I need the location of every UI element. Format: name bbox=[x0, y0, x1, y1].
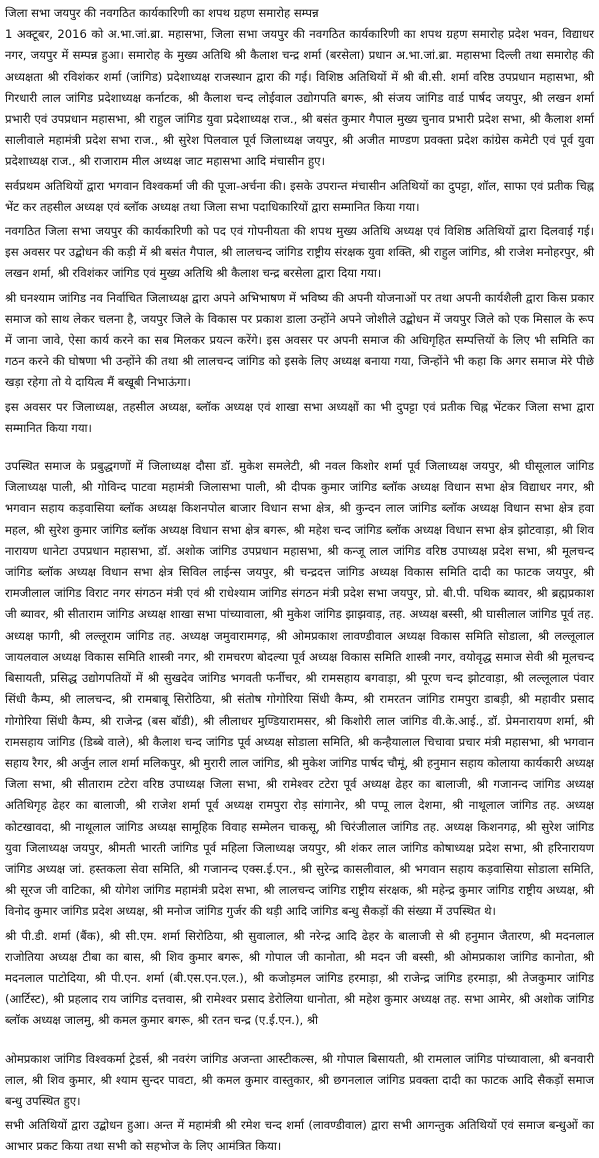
paragraph-spacer bbox=[5, 442, 594, 456]
paragraph-vote-of-thanks: सभी अतिथियों द्वारा उद्बोधन हुआ। अन्त में महामंत्री श्री रमेश चन्द शर्मा (लावण्डीवाल) द्वारा सभी आगन्तुक अतिथियों एवं समाज बन्धुओं का आभार प्रकट किया तथा सभी को सहभोज के लिए आमंत्रित किया। bbox=[5, 1118, 594, 1154]
paragraph-event-details: 1 अक्टूबर, 2016 को अ.भा.जां.ब्रा. महासभा, जिला सभा जयपुर की नवगठित कार्यकारिणी का शपथ ग्रहण समारोह प्रदेश भवन, विद्याधर नगर, जयपुर में सम्पन्न हुआ। समारोह के मुख्य अतिथि श्री कैलाश चन्द्र शर्मा (बरसेला) प्रधान अ.भा.जां.ब्रा. महासभा दिल्ली तथा समारोह की अध्यक्षता श्री रविशंकर शर्मा (जांगिड) प्रदेशाध्यक्ष राजस्थान द्वारा की गई। विशिष्ठ अतिथियों में श्री बी.सी. शर्मा वरिष्ठ उपप्रधान महासभा, श्री गिरधारी लाल जांगिड प्रदेशाध्यक्ष कर्नाटक, श्री कैलाश चन्द लोईवाल उद्योगपति बगरू, श्री संजय जांगिड वार्ड पार्षद जयपुर, श्री लखन शर्मा प्रभारी एवं उपप्रधान महासभा, श्री राहुल जांगिड युवा प्रदेशाध्यक्ष राज., श्री बसंत कुमार गैपाल मुख्य चुनाव प्रभारी प्रदेश सभा, श्री कैलाश शर्मा सालीवाले महामंत्री प्रदेश सभा राज., श्री सुरेश पिलवाल पूर्व जिलाध्यक्ष जयपुर, श्री अजीत माण्डण प्रवक्ता प्रदेश कांग्रेस कमेटी एवं पूर्व युवा प्रदेशाध्यक्ष राज., श्री राजाराम मील अध्यक्ष जाट महासभा आदि मंचासीन हुए। bbox=[5, 27, 594, 169]
paragraph-attendees-continued: ओमप्रकाश जांगिड विश्वकर्मा ट्रेडर्स, श्री नवरंग जांगिड अजन्ता आस्टीकल्स, श्री गोपाल बिसायती, श्री रामलाल जांगिड पांच्यावाला, श्री बनवारी लाल, श्री शिव कुमार, श्री श्याम सुन्दर पावटा, श्री कमल कुमार वास्तुकार, श्री छगनलाल जांगिड प्रवक्ता दादी का फाटक आदि सैकड़ों समाज बन्धु उपस्थित हुए। bbox=[5, 1051, 594, 1108]
paragraph-attendees: उपस्थित समाज के प्रबुद्धगणों में जिलाध्यक्ष दौसा डॉ. मुकेश समलेटी, श्री नवल किशोर शर्मा पूर्व जिलाध्यक्ष जयपुर, श्री घीसूलाल जांगिड जिलाध्यक्ष पाली, श्री गोविन्द पाटवा महामंत्री जिलासभा पाली, श्री दीपक कुमार जांगिड ब्लॉक अध्यक्ष विधान सभा क्षेत्र विद्याधर नगर, श्री भगवान सहाय कड़वासिया ब्लॉक अध्यक्ष किशनपोल बाजार विधान सभा क्षेत्र, श्री कुन्दन लाल जांगिड ब्लॉक अध्यक्ष विधान सभा क्षेत्र हवा महल, श्री सुरेश कुमार जांगिड ब्लॉक अध्यक्ष विधान सभा क्षेत्र बगरू, श्री महेश चन्द जांगिड ब्लॉक अध्यक्ष विधान सभा क्षेत्र झोटवाड़ा, श्री शिव नारायण धानेटा उपप्रधान महासभा, डॉ. अशोक जांगिड उपप्रधान महासभा, श्री कन्जू लाल जांगिड वरिष्ठ उपाध्यक्ष प्रदेश सभा, श्री मूलचन्द जांगिड ब्लॉक अध्यक्ष विधान सभा क्षेत्र सिविल लाईन्स जयपुर, श्री चन्द्रदत्त जांगिड अध्यक्ष विकास समिति दादी का फाटक जयपुर, श्री रामजीलाल जांगिड विराट नगर संगठन मंत्री एवं श्री राधेश्याम जांगिड संगठन मंत्री प्रदेश सभा जयपुर, प्रो. बी.पी. पथिक ब्यावर, श्री ब्रह्मप्रकाश जी ब्यावर, श्री सीताराम जांगिड अध्यक्ष शाखा सभा पांच्यावाला, श्री मुकेश जांगिड झाझवाड़, तह. अध्यक्ष बस्सी, श्री घासीलाल जांगिड पूर्व तह. अध्यक्ष फागी, श्री लल्लूराम जांगिड तह. अध्यक्ष जमुवारामगढ़, श्री ओमप्रकाश लावण्डीवाल अध्यक्ष विकास समिति सोडाला, श्री लल्लूलाल जायलवाल अध्यक्ष विकास समिति शास्त्री नगर, श्री रामचरण बोदल्या पूर्व अध्यक्ष विकास समिति शास्त्री नगर, वयोवृद्ध समाज सेवी श्री मूलचन्द बिसायती, प्रसिद्ध उद्योगपतियों में श्री सुखदेव जांगिड भगवती फर्नीचर, श्री रामसहाय बगवाड़ा, श्री पूरण चन्द झोटवाड़ा, श्री लल्लूलाल पंवार सिंधी कैम्प, श्री लालचन्द, श्री रामबाबू सिरोठिया, श्री संतोष गोगोरिया सिंधी कैम्प, श्री रामरतन जांगिड रामपुरा डाबड़ी, श्री महावीर प्रसाद गोगोरिया सिंधी कैम्प, श्री राजेन्द्र (बस बॉडी), श्री लीलाधर मुण्डियारामसर, श्री किशोरी लाल जांगिड वी.के.आई., डॉ. प्रेमनारायण शर्मा, श्री रामसहाय जांगिड (डिब्बे वाले), श्री कैलाश चन्द जांगिड पूर्व अध्यक्ष सोडाला समिति, श्री कन्हैयालाल चिचावा प्रचार मंत्री महासभा, श्री भगवान सहाय रैगर, श्री अर्जुन लाल शर्मा मलिकपुर, श्री मुरारी लाल जांगिड, श्री मुकेश जांगिड पार्षद चौमूं, श्री हनुमान सहाय कोलाया कार्यकारी अध्यक्ष जिला सभा, श्री सीताराम टटेरा वरिष्ठ उपाध्यक्ष जिला सभा, श्री रामेश्वर टटेरा पूर्व अध्यक्ष ढेहर का बालाजी, श्री गजानन्द जांगिड अध्यक्ष अतिथिगृह ढेहर का बालाजी, श्री राजेश शर्मा पूर्व अध्यक्ष रामपुरा रोड़ सांगानेर, श्री पप्पू लाल देशमा, श्री नाथूलाल जांगिड तह. अध्यक्ष कोटखावदा, श्री नाथूलाल जांगिड अध्यक्ष सामूहिक विवाह सम्मेलन चाकसू, श्री चिरंजीलाल जांगिड तह. अध्यक्ष किशनगढ़, श्री सुरेश जांगिड युवा जिलाध्यक्ष जयपुर, श्रीमती भारती जांगिड पूर्व महिला जिलाध्यक्ष जयपुर, श्री शंकर लाल जांगिड कोषाध्यक्ष प्रदेश सभा, श्री हरिनारायण जांगिड अध्यक्ष जां. हस्तकला सेवा समिति, श्री गजानन्द एक्स.ई.एन., श्री सुरेन्द्र कासलीवाल, श्री भगवान सहाय कड़वासिया सोडाला समिति, श्री सूरज जी वाटिका, श्री योगेश जांगिड महामंत्री प्रदेश सभा, श्री लालचन्द जांगिड राष्ट्रीय संरक्षक, श्री महेन्द्र कुमार जांगिड राष्ट्रीय अध्यक्ष, श्री विनोद कुमार जांगिड प्रदेश अध्यक्ष, श्री मनोज जांगिड गुर्जर की थड़ी आदि जांगिड बन्धु सैकड़ों की संख्या में उपस्थित थे। bbox=[5, 459, 594, 919]
paragraph-oath: नवगठित जिला सभा जयपुर की कार्यकारिणी को पद एवं गोपनीयता की शपथ मुख्य अतिथि अध्यक्ष एवं विशिष्ठ अतिथियों द्वारा दिलवाई गई। इस अवसर पर उद्बोधन की कड़ी में श्री बसंत गैपाल, श्री लालचन्द जांगिड राष्ट्रीय संरक्षक युवा शक्ति, श्री राहुल जांगिड, श्री राजेश मनोहरपुर, श्री लखन शर्मा, श्री रविशंकर जांगिड एवं मुख्य अतिथि श्री कैलाश चन्द्र बरसेला द्वारा दिया गया। bbox=[5, 224, 594, 281]
paragraph-felicitation: इस अवसर पर जिलाध्यक्ष, तहसील अध्यक्ष, ब्लॉक अध्यक्ष एवं शाखा सभा अध्यक्षों का भी दुपट्टा एवं प्रतीक चिह्न भेंटकर जिला सभा द्वारा सम्मानित किया गया। bbox=[5, 399, 594, 435]
paragraph-more-attendees: श्री पी.डी. शर्मा (बैंक), श्री सी.एम. शर्मा सिरोठिया, श्री सुवालाल, श्री नरेन्द्र आदि ढेहर के बालाजी से श्री हनुमान जैतारण, श्री मदनलाल राजोतिया अध्यक्ष टीबा का बास, श्री शिव कुमार बगरू, श्री गोपाल जी कानोता, श्री मदन जी बस्सी, श्री ओमप्रकाश जांगिड कानोता, श्री मदनलाल पाटोदिया, श्री पी.एन. शर्मा (बी.एस.एन.एल.), श्री कजोड़मल जांगिड हरमाड़ा, श्री राजेन्द्र जांगिड हरमाड़ा, श्री तेजकुमार जांगिड (आर्टिस्ट), श्री प्रहलाद राय जांगिड दत्तवास, श्री रामेश्वर प्रसाद डेरोलिया धानोता, श्री महेश कुमार अध्यक्ष तह. सभा आमेर, श्री अशोक जांगिड ब्लॉक अध्यक्ष जालमु, श्री कमल कुमार बगरू, श्री रतन चन्द्र (ए.ई.एन.), श्री bbox=[5, 928, 594, 1028]
paragraph-president-speech: श्री घनश्याम जांगिड नव निर्वाचित जिलाध्यक्ष द्वारा अपने अभिभाषण में भविष्य की अपनी योजनाओं पर तथा अपनी कार्यशैली द्वारा किस प्रकार समाज को साथ लेकर चलना है, जयपुर जिले के विकास पर प्रकाश डाला उन्होंने अपने जोशीले उद्बोधन में जयपुर जिले को एक मिसाल के रूप में जाना जावे, ऐसा कार्य करने का सब मिलकर प्रयत्न करेंगे। इस अवसर पर अपनी समाज की अधिगृहित सम्पत्तियों के लिए भी समिति का गठन करने की घोषणा भी उन्होंने की तथा श्री लालचन्द जांगिड को इसके लिए अध्यक्ष बनाया गया, जिन्होंने भी कहा कि अगर समाज मेरे पीछे खड़ा रहेगा तो ये दायित्व मैं बखूबी निभाऊंगा। bbox=[5, 290, 594, 390]
paragraph-worship-honor: सर्वप्रथम अतिथियों द्वारा भगवान विश्वकर्मा जी की पूजा-अर्चना की। इसके उपरान्त मंचासीन अतिथियों का दुपट्टा, शॉल, साफा एवं प्रतीक चिह्न भेंट कर तहसील अध्यक्ष एवं ब्लॉक अध्यक्ष तथा जिला सभा पदाधिकारियों द्वारा सम्मानित किया गया। bbox=[5, 178, 594, 214]
article-title: जिला सभा जयपुर की नवगठित कार्यकारिणी का शपथ ग्रहण समारोह सम्पन्न bbox=[5, 6, 319, 20]
paragraph-spacer bbox=[5, 1035, 594, 1049]
